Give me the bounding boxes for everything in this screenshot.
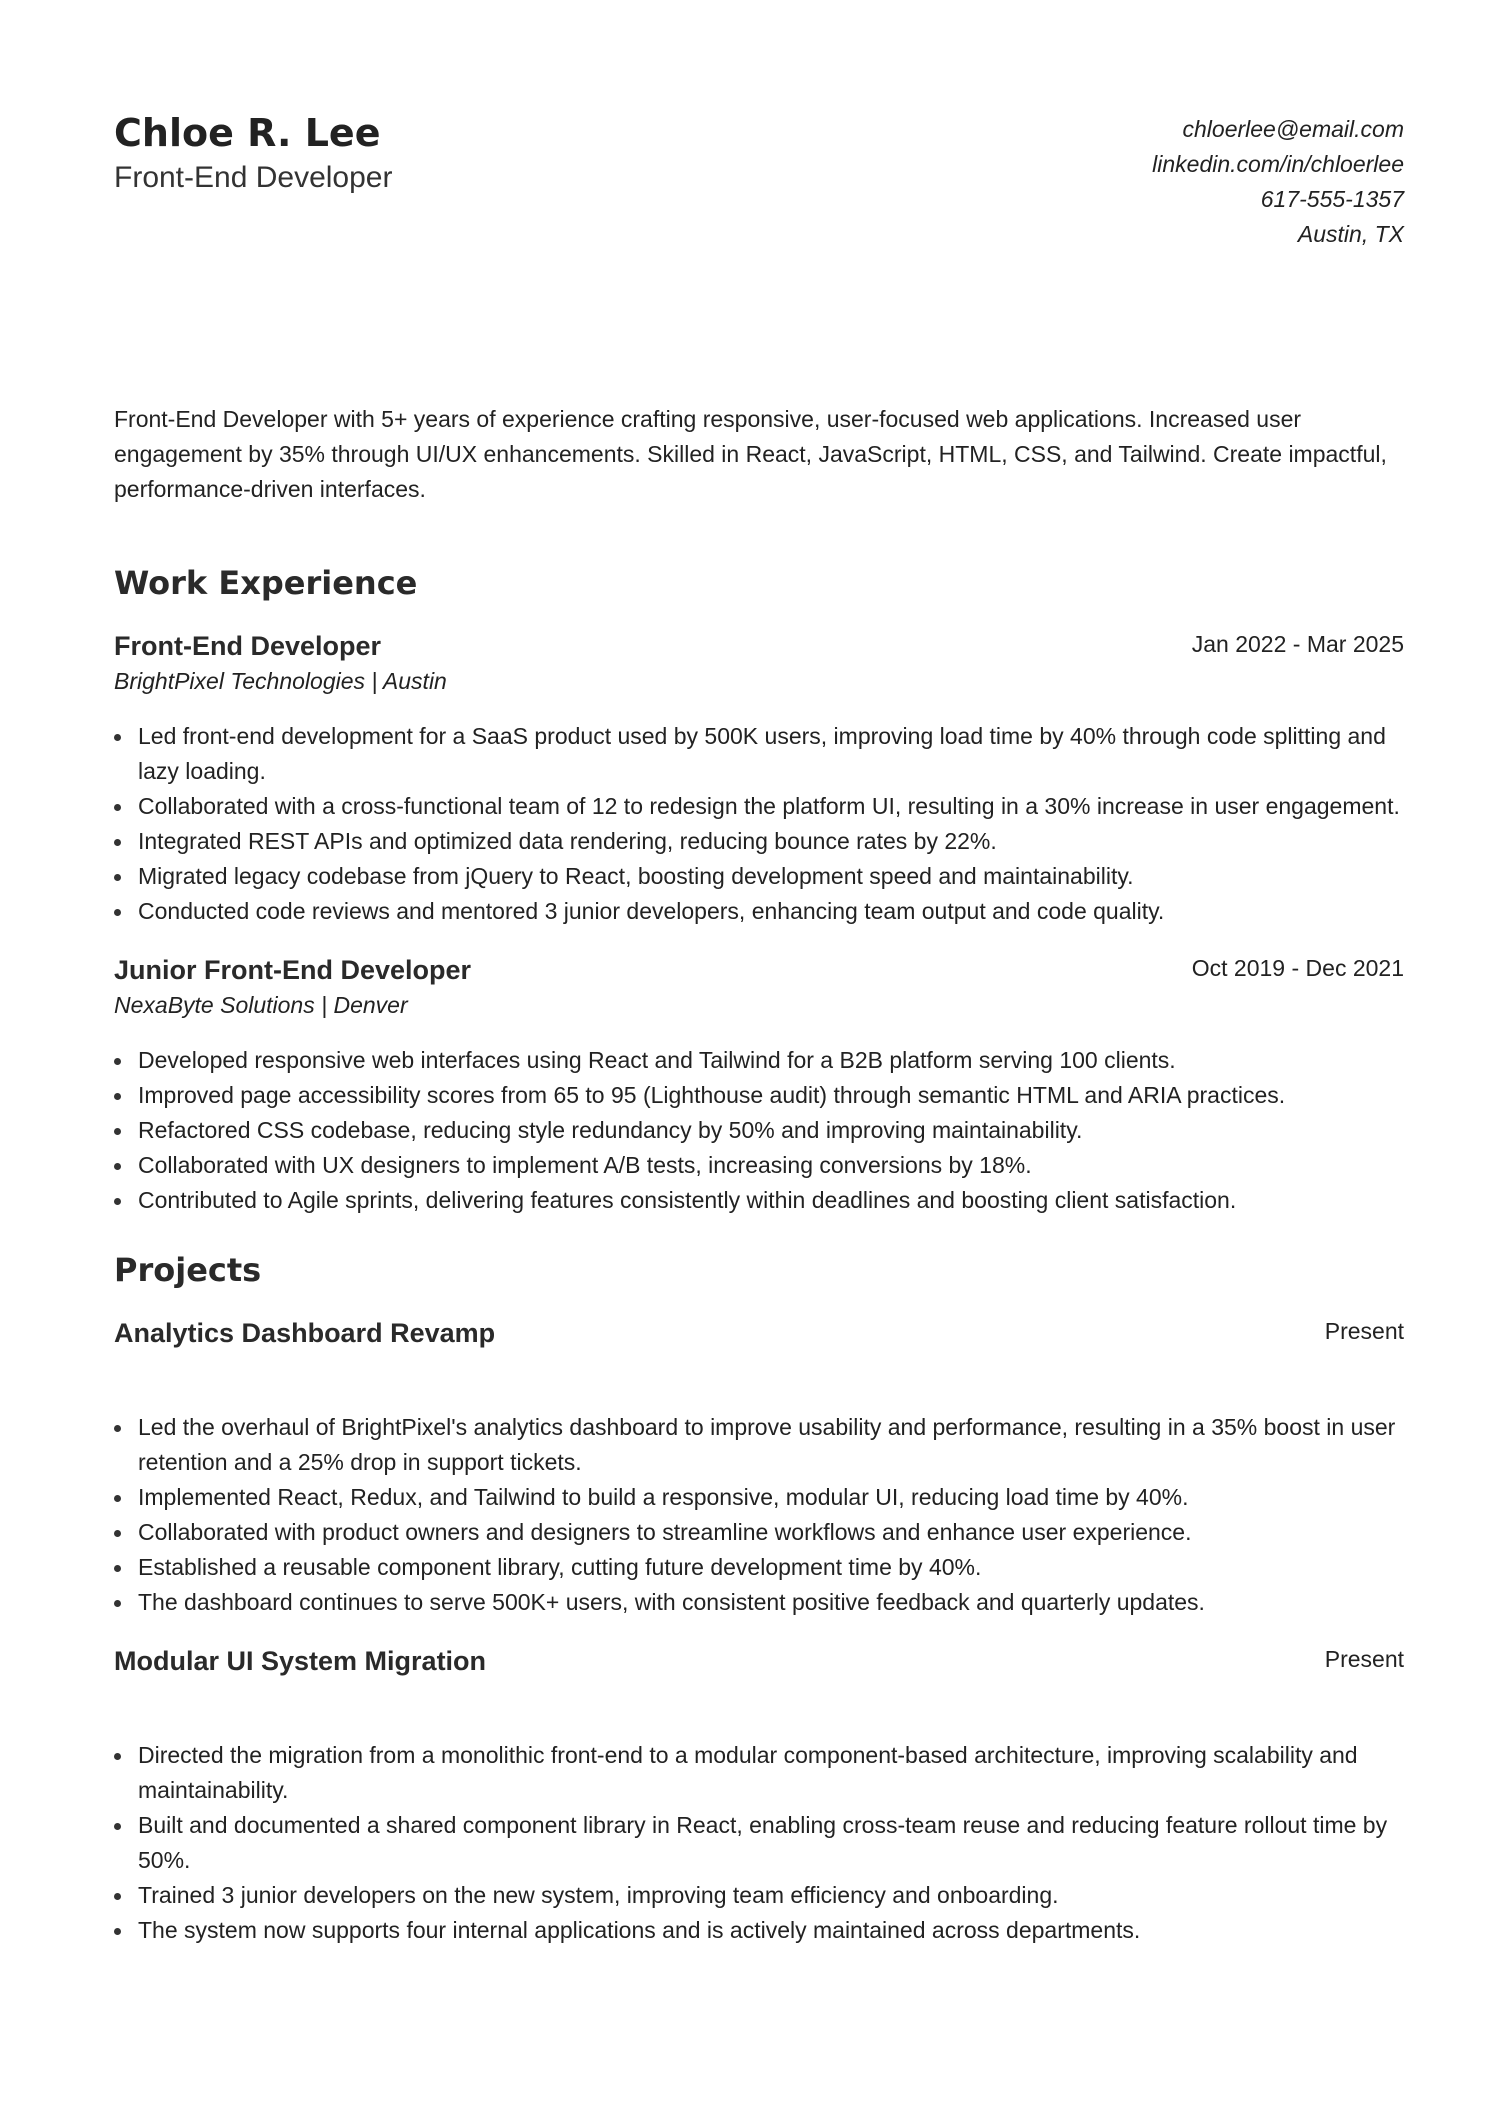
project-dates: Present: [1324, 1646, 1404, 1672]
bullet-item: Integrated REST APIs and optimized data rendering, reducing bounce rates by 22%.: [114, 824, 1404, 859]
project-dates: Present: [1324, 1318, 1404, 1344]
contact-block: [1152, 112, 1404, 252]
bullet-item: Led the overhaul of BrightPixel's analytics dashboard to improve usability and performance, resulting in a 35% boost in user retention and a 25% drop in support tickets.: [114, 1410, 1404, 1480]
job-company: NexaByte Solutions | Denver: [114, 992, 408, 1018]
candidate-title: Front-End Developer: [114, 161, 393, 194]
bullet-item: Built and documented a shared component library in React, enabling cross-team reuse and reducing feature rollout time by 50%.: [114, 1808, 1404, 1878]
bullet-item: Collaborated with a cross-functional team of 12 to redesign the platform UI, resulting in a 30% increase in user engagement.: [114, 789, 1404, 824]
job-header: [114, 627, 1404, 697]
project-bullet-list: [114, 1738, 1404, 1948]
project-header: [114, 1642, 1404, 1680]
resume-header: [114, 108, 1404, 278]
project-title: Modular UI System Migration: [114, 1646, 487, 1676]
project-entry: [114, 1642, 1404, 1948]
resume-page: [114, 108, 1404, 1948]
bullet-item: Developed responsive web interfaces using React and Tailwind for a B2B platform serving 100 clients.: [114, 1043, 1404, 1078]
bullet-item: Refactored CSS codebase, reducing style redundancy by 50% and improving maintainability.: [114, 1113, 1404, 1148]
bullet-item: Improved page accessibility scores from 65 to 95 (Lighthouse audit) through semantic HTML and ARIA practices.: [114, 1078, 1404, 1113]
bullet-item: Implemented React, Redux, and Tailwind to build a responsive, modular UI, reducing load time by 40%.: [114, 1480, 1404, 1515]
bullet-item: Directed the migration from a monolithic front-end to a modular component-based architecture, improving scalability and maintainability.: [114, 1738, 1404, 1808]
bullet-item: The dashboard continues to serve 500K+ users, with consistent positive feedback and quarterly updates.: [114, 1585, 1404, 1620]
job-title: Front-End Developer: [114, 631, 382, 661]
project-title: Analytics Dashboard Revamp: [114, 1318, 496, 1348]
candidate-name: Chloe R. Lee: [114, 111, 381, 155]
job-title: Junior Front-End Developer: [114, 955, 472, 985]
bullet-item: Collaborated with UX designers to implement A/B tests, increasing conversions by 18%.: [114, 1148, 1404, 1183]
project-header: [114, 1314, 1404, 1352]
job-entry: [114, 627, 1404, 929]
bullet-item: Contributed to Agile sprints, delivering features consistently within deadlines and boosting client satisfaction.: [114, 1183, 1404, 1218]
job-bullet-list: [114, 1043, 1404, 1218]
project-entry: [114, 1314, 1404, 1620]
job-header: [114, 951, 1404, 1021]
job-dates: Jan 2022 - Mar 2025: [1191, 631, 1404, 657]
contact-location: Austin, TX: [1297, 221, 1404, 247]
section-title-work-experience: Work Experience: [114, 564, 418, 602]
job-company: BrightPixel Technologies | Austin: [114, 668, 447, 694]
summary-paragraph: Front-End Developer with 5+ years of experience crafting responsive, user-focused web applications. Increased user engagement by 35% through UI/UX enhancements. Skilled in React, JavaScript, HTML, CSS, and Tailwind. Create impactful, performance-driven interfaces.: [114, 406, 1387, 502]
contact-email[interactable]: chloerlee@email.com: [1182, 116, 1404, 142]
bullet-item: Trained 3 junior developers on the new system, improving team efficiency and onboarding.: [114, 1878, 1404, 1913]
job-dates: Oct 2019 - Dec 2021: [1191, 955, 1404, 981]
bullet-item: Migrated legacy codebase from jQuery to React, boosting development speed and maintainability.: [114, 859, 1404, 894]
bullet-item: Collaborated with product owners and designers to streamline workflows and enhance user experience.: [114, 1515, 1404, 1550]
bullet-item: Led front-end development for a SaaS product used by 500K users, improving load time by 40% through code splitting and lazy loading.: [114, 719, 1404, 789]
contact-phone: 617-555-1357: [1260, 186, 1404, 212]
bullet-item: Established a reusable component library, cutting future development time by 40%.: [114, 1550, 1404, 1585]
bullet-item: Conducted code reviews and mentored 3 junior developers, enhancing team output and code quality.: [114, 894, 1404, 929]
section-title-projects: Projects: [114, 1251, 262, 1289]
job-entry: [114, 951, 1404, 1218]
project-bullet-list: [114, 1410, 1404, 1620]
contact-linkedin[interactable]: linkedin.com/in/chloerlee: [1152, 151, 1404, 177]
bullet-item: The system now supports four internal applications and is actively maintained across departments.: [114, 1913, 1404, 1948]
job-bullet-list: [114, 719, 1404, 929]
